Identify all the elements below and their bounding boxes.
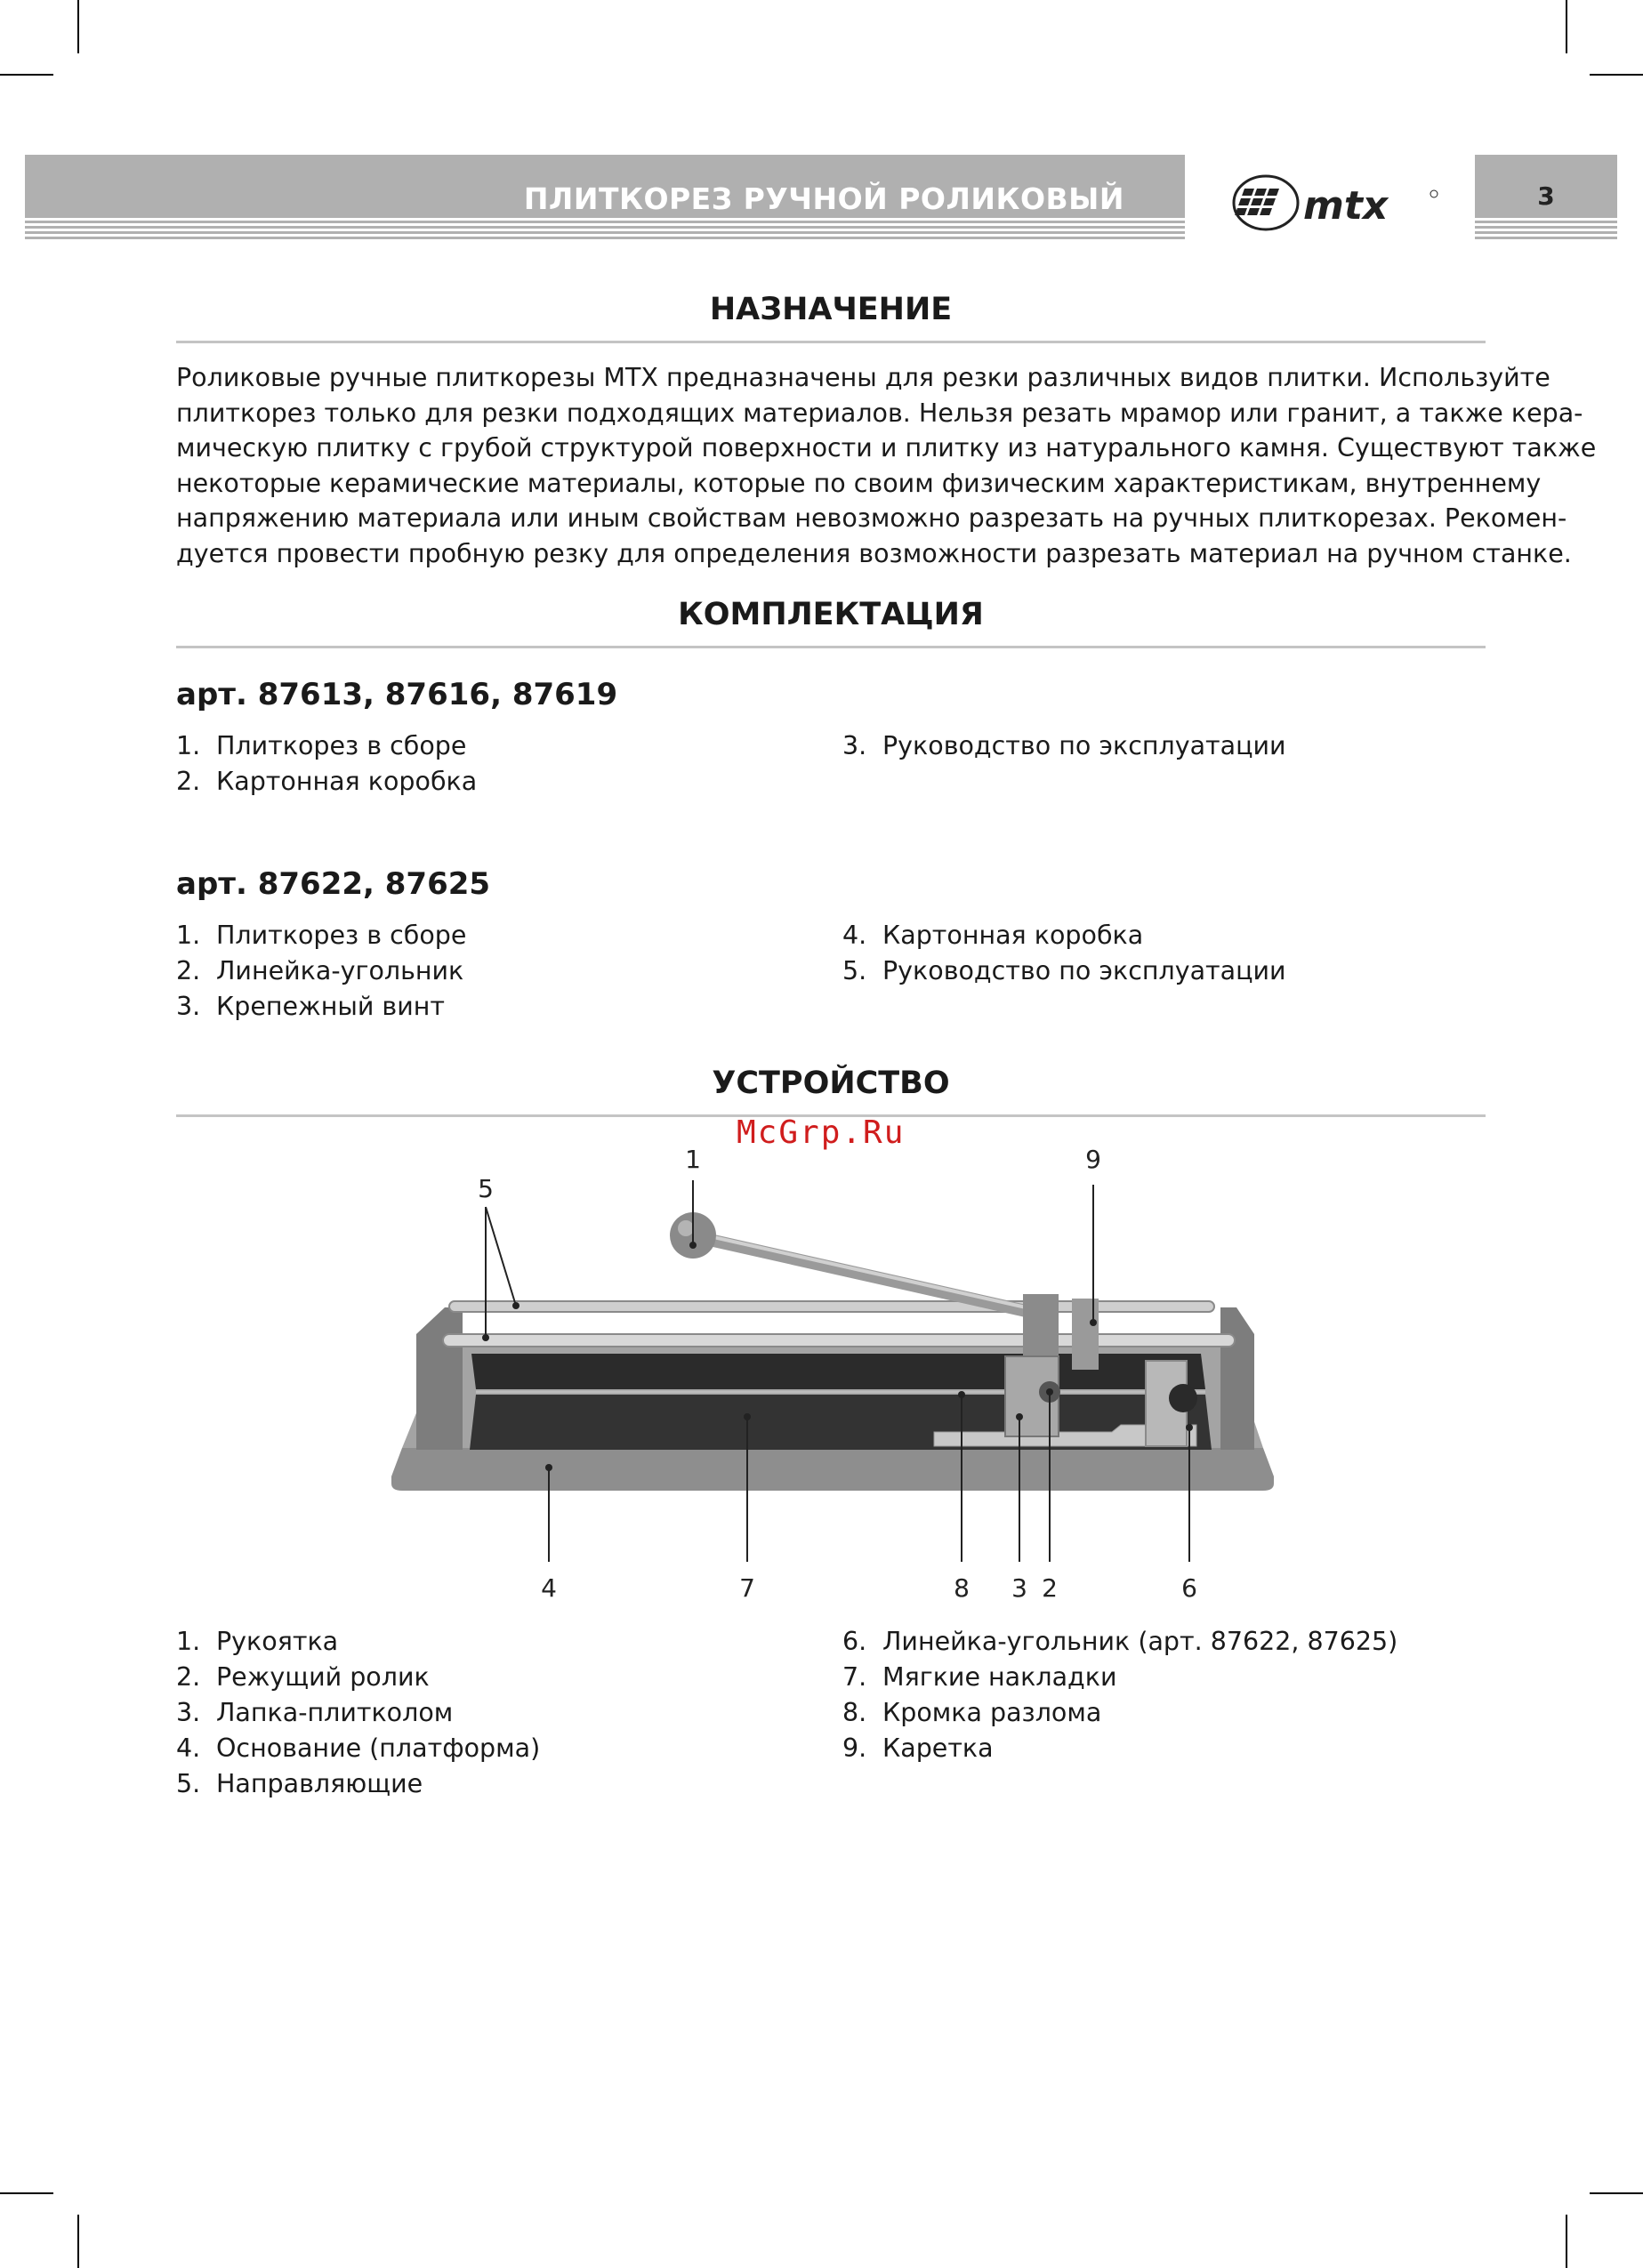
- list-item: 4. Картонная коробка: [842, 921, 1144, 950]
- section-title-purpose: НАЗНАЧЕНИЕ: [709, 292, 953, 327]
- list-item: 2. Линейка-угольник: [176, 956, 464, 985]
- callout-label: 8: [954, 1573, 970, 1603]
- carriage-body: [1023, 1294, 1059, 1365]
- list-item: 6. Линейка-угольник (арт. 87622, 87625): [842, 1627, 1398, 1656]
- callout-label: 6: [1181, 1573, 1197, 1603]
- list-item: 4. Основание (платформа): [176, 1733, 541, 1763]
- paragraph-line: плиткорез только для резки подходящих материалов. Нельзя резать мрамор или гранит, а также кера-: [176, 398, 1583, 428]
- callout-label: 9: [1085, 1145, 1101, 1174]
- base-platform: [391, 1448, 1274, 1491]
- list-item: 3. Руководство по эксплуатации: [842, 731, 1286, 760]
- list-item: 2. Режущий ролик: [176, 1662, 430, 1692]
- carriage-side: [1072, 1299, 1099, 1370]
- list-item: 5. Направляющие: [176, 1769, 423, 1798]
- section-title-device: УСТРОЙСТВО: [712, 1066, 950, 1101]
- parts-list-right: [842, 1624, 1397, 1766]
- left-support: [416, 1307, 463, 1450]
- list-item: 9. Каретка: [842, 1733, 994, 1763]
- guide-rail-front: [443, 1334, 1235, 1347]
- article-heading: арт. 87613, 87616, 87619: [176, 677, 618, 712]
- callout-label: 7: [739, 1573, 755, 1603]
- page-number: 3: [1537, 181, 1555, 211]
- ruler-knob: [1169, 1384, 1197, 1412]
- list-item: 2. Картонная коробка: [176, 767, 478, 796]
- callout-label: 3: [1011, 1573, 1027, 1603]
- list-item: 5. Руководство по эксплуатации: [842, 956, 1286, 985]
- guide-rail-back: [449, 1301, 1214, 1312]
- list-item: 8. Кромка разлома: [842, 1698, 1102, 1727]
- list-item: 1. Плиткорез в сборе: [176, 921, 467, 950]
- paragraph-line: некоторые керамические материалы, которые по своим физическим характеристикам, внутреннему: [176, 468, 1542, 498]
- paragraph-line: Роликовые ручные плиткорезы МТХ предназначены для резки различных видов плитки. Используйте: [176, 363, 1550, 392]
- watermark: McGrp.Ru: [737, 1114, 906, 1151]
- callout-label: 2: [1042, 1573, 1058, 1603]
- section-title-package: КОМПЛЕКТАЦИЯ: [678, 597, 984, 632]
- list-item: 1. Рукоятка: [176, 1627, 339, 1656]
- callout-label: 1: [685, 1145, 701, 1174]
- header-title: ПЛИТКОРЕЗ РУЧНОЙ РОЛИКОВЫЙ: [523, 181, 1124, 216]
- right-support: [1220, 1307, 1254, 1450]
- callout-label: 4: [541, 1573, 557, 1603]
- paragraph-line: мическую плитку с грубой структурой поверхности и плитку из натурального камня. Существуют также: [176, 433, 1597, 463]
- callout-label: 5: [478, 1174, 494, 1203]
- paragraph-line: напряжению материала или иным свойствам невозможно разрезать на ручных плиткорезах. Рекомен-: [176, 503, 1567, 534]
- list-item: 1. Плиткорез в сборе: [176, 731, 467, 760]
- parts-list-left: [176, 1624, 540, 1802]
- paragraph-line: дуется провести пробную резку для определения возможности разрезать материал на ручном станке.: [176, 538, 1572, 568]
- list-item: 7. Мягкие накладки: [842, 1662, 1117, 1692]
- brand-name: mtx: [1303, 183, 1389, 229]
- list-item: 3. Крепежный винт: [176, 992, 445, 1021]
- article-heading: арт. 87622, 87625: [176, 866, 491, 902]
- list-item: 3. Лапка-плитколом: [176, 1698, 454, 1727]
